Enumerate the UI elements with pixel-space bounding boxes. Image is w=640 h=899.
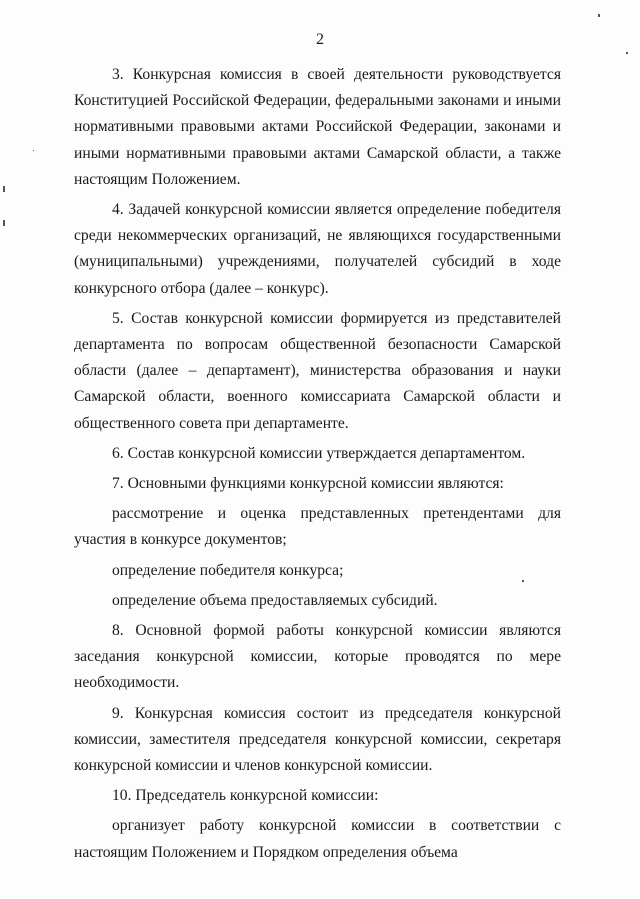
paragraph-9: 9. Конкурсная комиссия состоит из председателя конкурсной комиссии, заместителя председателя конкурсной комиссии, секретаря конкурсной комиссии и членов конкурсной комиссии. [74, 704, 561, 775]
paragraph-5: 5. Состав конкурсной комиссии формируется из представителей департамента по вопросам общественной безопасности Самарской области (далее – департамент), министерства образования и науки Самарской области, военного комиссариата Самарской области и общественного совета при департаменте. [74, 309, 561, 432]
document-body [74, 62, 561, 870]
scan-speck [33, 150, 34, 151]
paragraph-7: 7. Основными функциями конкурсной комиссии являются: [112, 475, 504, 493]
scan-speck [598, 14, 600, 17]
page-number: 2 [316, 31, 324, 48]
list-item-winner: определение победителя конкурса; [112, 561, 344, 579]
paragraph-8: 8. Основной формой работы конкурсной комиссии являются заседания конкурсной комиссии, которые проводятся по мере необходимости. [74, 622, 561, 692]
paragraph-6: 6. Состав конкурсной комиссии утверждается департаментом. [112, 444, 526, 462]
list-item-volume: определение объема предоставляемых субсидий. [112, 591, 438, 609]
scan-speck [626, 52, 628, 54]
list-item-review: рассмотрение и оценка представленных претендентами для участия в конкурсе документов; [74, 505, 561, 549]
paragraph-10-duties: организует работу конкурсной комиссии в соответствии с настоящим Положением и Порядком определения объема [74, 817, 561, 861]
scan-speck [522, 580, 524, 582]
scan-speck [3, 186, 5, 192]
paragraph-10: 10. Председатель конкурсной комиссии: [112, 787, 379, 805]
paragraph-4: 4. Задачей конкурсной комиссии является определение победителя среди некоммерческих организаций, не являющихся государственными (муниципальными) учреждениями, получателей субсидий в ходе конкурсного отбора (далее – конкурс). [74, 201, 561, 297]
paragraph-3: 3. Конкурсная комиссия в своей деятельности руководствуется Конституцией Российской Федерации, федеральными законами и иными нормативными правовыми актами Российской Федерации, законами и иными нормативными правовыми актами Самарской области, а также настоящим Положением. [74, 66, 561, 188]
scan-speck [3, 220, 5, 226]
